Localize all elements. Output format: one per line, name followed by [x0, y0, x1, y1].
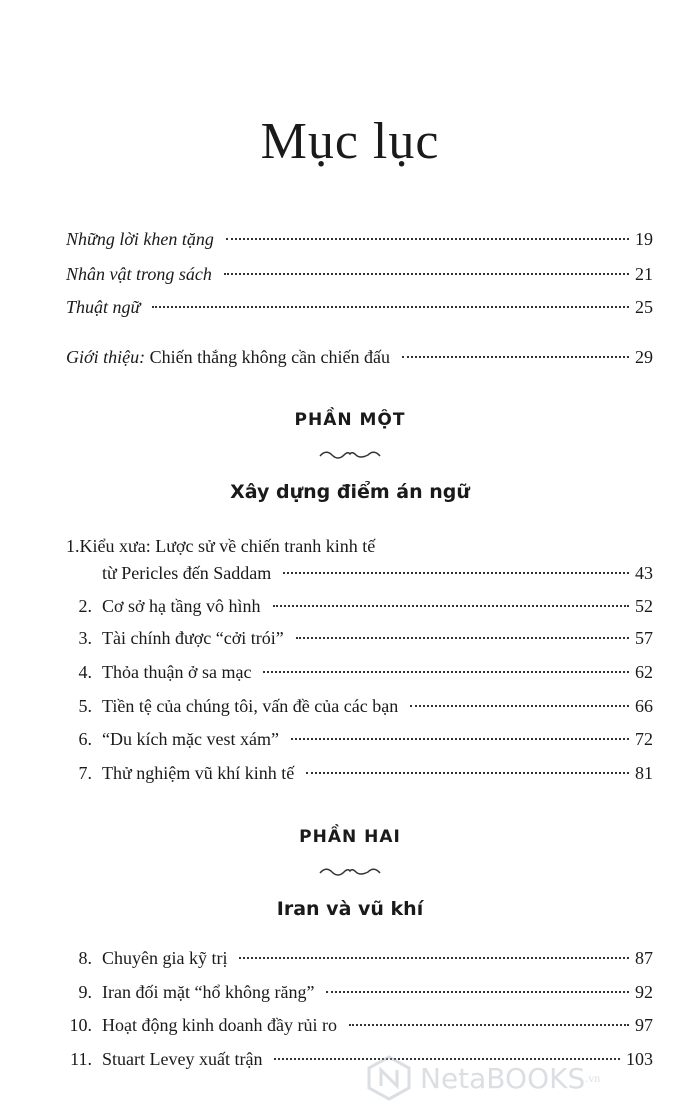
chapter-page: 66 [635, 696, 653, 716]
chapter-page: 92 [635, 982, 653, 1002]
chapter-label: Stuart Levey xuất trận [102, 1049, 263, 1069]
chapter-label: Tài chính được “cởi trói” [102, 628, 284, 648]
intro-label-italic: Giới thiệu: [66, 347, 146, 367]
toc-chapter-6 [0, 729, 700, 755]
chapter-page: 43 [635, 563, 653, 583]
dot-leader [291, 738, 629, 740]
chapter-label: Thử nghiệm vũ khí kinh tế [102, 763, 295, 783]
chapter-label: Chuyên gia kỹ trị [102, 948, 228, 968]
chapter-label: “Du kích mặc vest xám” [102, 729, 279, 749]
chapter-label: Cơ sở hạ tầng vô hình [102, 596, 261, 616]
part-one-title: Xây dựng điểm án ngữ [230, 481, 470, 503]
dot-leader [306, 772, 629, 774]
toc-entry-characters [0, 264, 700, 290]
intro-label-rest: Chiến thắng không cần chiến đấu [145, 347, 391, 367]
dot-leader [263, 671, 629, 673]
toc-entry-label: Nhân vật trong sách [66, 264, 212, 284]
chapter-page: 72 [635, 729, 653, 749]
toc-entry-label: Thuật ngữ [66, 297, 141, 317]
ornament-divider-icon [318, 447, 382, 461]
chapter-label: Thỏa thuận ở sa mạc [102, 662, 252, 682]
chapter-page: 97 [635, 1015, 653, 1035]
chapter-number: 11. [70, 1049, 92, 1069]
toc-chapter-7 [0, 763, 700, 789]
toc-chapter-9 [0, 982, 700, 1008]
toc-chapter-1-line2 [0, 563, 700, 589]
dot-leader [326, 991, 629, 993]
netabooks-watermark [366, 1048, 700, 1108]
chapter-number: 7. [78, 763, 92, 783]
toc-entry-glossary [0, 297, 700, 323]
chapter-label: Kiểu xưa: Lược sử về chiến tranh kinh tế [79, 536, 376, 556]
part-one-label: PHẦN MỘT [294, 410, 406, 430]
chapter-number: 10. [69, 1015, 92, 1035]
chapter-number: 4. [78, 662, 92, 682]
chapter-number: 3. [78, 628, 92, 648]
toc-chapter-2 [0, 596, 700, 622]
chapter-number: 2. [78, 596, 92, 616]
toc-entry-label: Những lời khen tặng [66, 229, 214, 249]
toc-chapter-10 [0, 1015, 700, 1041]
toc-chapter-5 [0, 696, 700, 722]
chapter-label: Hoạt động kinh doanh đầy rủi ro [102, 1015, 337, 1035]
chapter-number: 5. [78, 696, 92, 716]
dot-leader [296, 637, 629, 639]
chapter-page: 103 [626, 1049, 653, 1069]
watermark-suffix: .vn [585, 1070, 601, 1085]
page-title: Mục lục [260, 113, 440, 170]
chapter-number: 9. [78, 982, 92, 1002]
part-two-title: Iran và vũ khí [276, 898, 424, 920]
part-two-label: PHẦN HAI [299, 827, 401, 847]
toc-chapter-4 [0, 662, 700, 688]
chapter-label-continued: từ Pericles đến Saddam [102, 563, 272, 583]
toc-chapter-8 [0, 948, 700, 974]
toc-chapter-3 [0, 628, 700, 654]
dot-leader [402, 356, 629, 358]
dot-leader [239, 957, 629, 959]
chapter-label: Tiền tệ của chúng tôi, vấn đề của các bạn [102, 696, 399, 716]
chapter-number: 6. [78, 729, 92, 749]
toc-entry-page: 25 [635, 297, 653, 317]
toc-entry-page: 21 [635, 264, 653, 284]
dot-leader [152, 306, 629, 308]
chapter-page: 87 [635, 948, 653, 968]
chapter-page: 62 [635, 662, 653, 682]
dot-leader [226, 238, 629, 240]
toc-entry-label [66, 347, 396, 368]
netabooks-logo-icon [366, 1055, 412, 1101]
toc-entry-intro [0, 347, 700, 373]
dot-leader [283, 572, 629, 574]
dot-leader [349, 1024, 629, 1026]
dot-leader [410, 705, 629, 707]
ornament-divider-icon [318, 864, 382, 878]
dot-leader [273, 605, 629, 607]
chapter-label: Iran đối mặt “hổ không răng” [102, 982, 315, 1002]
chapter-page: 81 [635, 763, 653, 783]
toc-entry-page: 29 [635, 347, 653, 367]
toc-entry-praise [0, 229, 700, 255]
watermark-brand: NetaBOOKS [420, 1061, 586, 1095]
chapter-number: 1. [66, 536, 80, 556]
chapter-number: 8. [78, 948, 92, 968]
chapter-page: 52 [635, 596, 653, 616]
dot-leader [224, 273, 629, 275]
toc-chapter-1-line1 [0, 536, 700, 562]
chapter-page: 57 [635, 628, 653, 648]
toc-entry-page: 19 [635, 229, 653, 249]
